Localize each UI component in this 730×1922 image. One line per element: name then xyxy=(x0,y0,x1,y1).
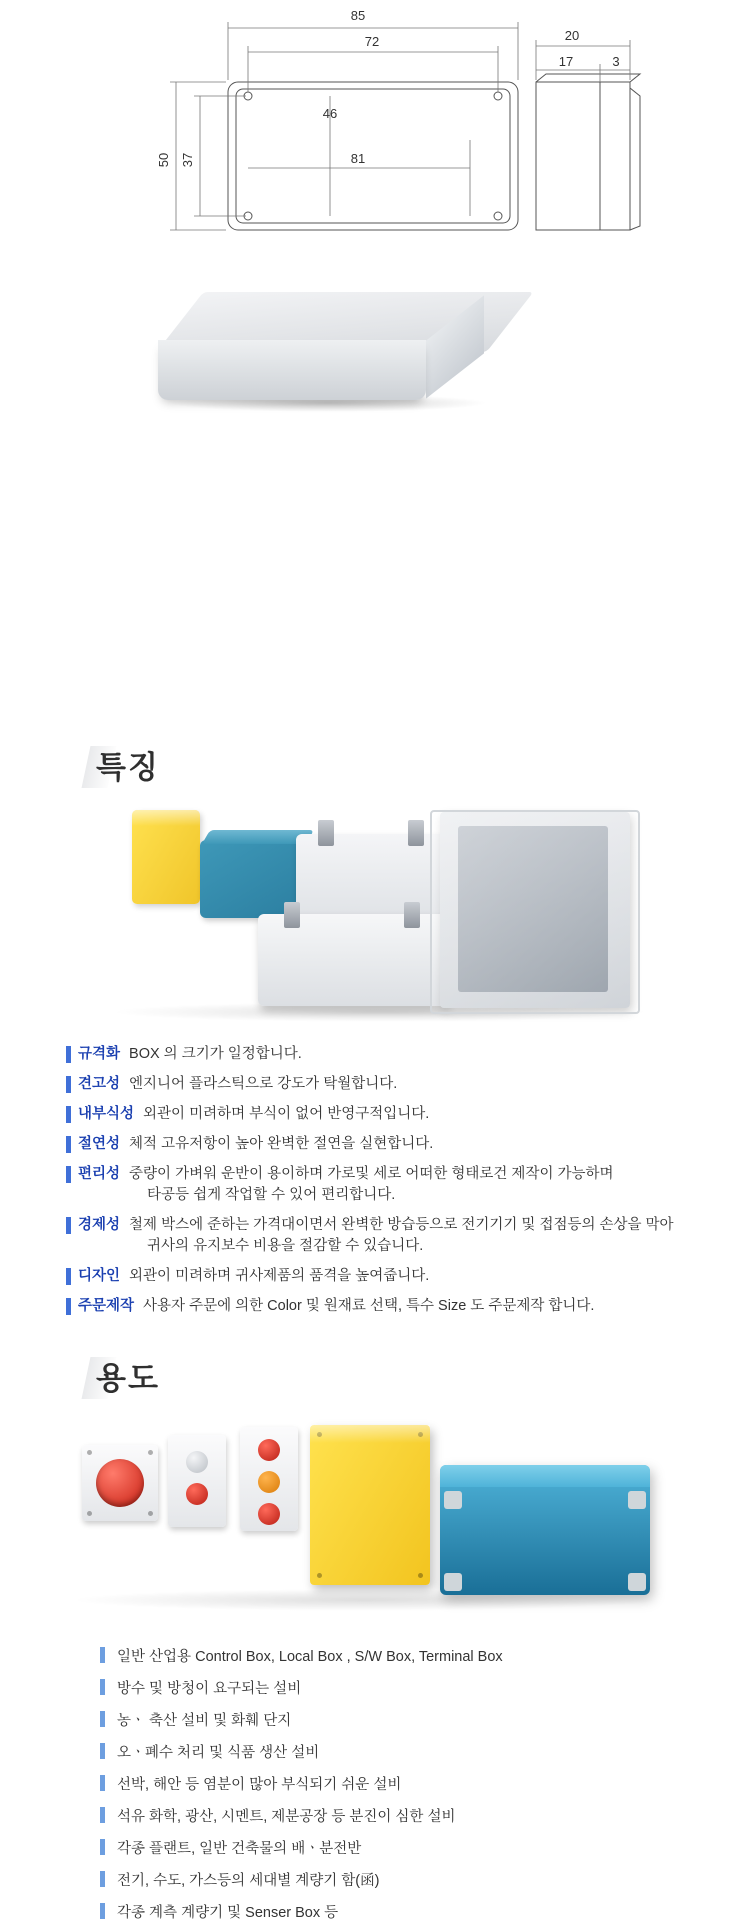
bullet-bar-icon xyxy=(66,1046,71,1063)
list-item xyxy=(66,1104,730,1125)
list-item xyxy=(66,1074,730,1095)
product-box-front xyxy=(158,340,426,400)
feature-desc-line2: 타공등 쉽게 작업할 수 있어 편리합니다. xyxy=(147,1187,396,1204)
usage-text: 오ㆍ폐수 처리 및 식품 생산 설비 xyxy=(117,1745,320,1762)
bullet-bar-icon xyxy=(100,1775,105,1791)
drawing-svg xyxy=(0,0,730,270)
gray-box-upper-photo xyxy=(296,834,446,922)
list-item xyxy=(66,1164,730,1206)
list-item xyxy=(100,1869,730,1890)
list-item xyxy=(100,1741,730,1762)
feature-term: 편리성 xyxy=(78,1166,121,1183)
feature-desc: 외관이 미려하며 귀사제품의 품격을 높여줍니다. xyxy=(129,1268,430,1285)
feature-desc-line1: 철제 박스에 준하는 가격대이면서 완벽한 방습등으로 전기기기 및 접점등의 손상을 막아 xyxy=(129,1217,674,1234)
feature-desc xyxy=(129,1164,613,1206)
product-photo xyxy=(150,282,550,457)
feature-term: 내부식성 xyxy=(78,1106,135,1123)
dim-hole-v: 46 xyxy=(322,106,338,121)
feature-term: 경제성 xyxy=(78,1217,121,1234)
usage-list xyxy=(0,1645,730,1922)
technical-drawing xyxy=(0,0,730,270)
emergency-button-icon xyxy=(96,1459,144,1507)
features-photo xyxy=(0,804,730,1034)
feature-desc: 엔지니어 플라스틱으로 강도가 탁월합니다. xyxy=(129,1076,398,1093)
amber-button-icon xyxy=(258,1471,280,1493)
usage-text: 방수 및 방청이 요구되는 설비 xyxy=(117,1681,302,1698)
feature-term: 주문제작 xyxy=(78,1298,135,1315)
bullet-bar-icon xyxy=(66,1136,71,1153)
red-button-icon xyxy=(258,1503,280,1525)
bullet-bar-icon xyxy=(66,1268,71,1285)
list-item xyxy=(100,1837,730,1858)
usage-text: 각종 계측 계량기 및 Senser Box 등 xyxy=(117,1905,339,1922)
list-item xyxy=(66,1296,730,1317)
dim-depth-body: 17 xyxy=(558,54,574,69)
red-button-icon xyxy=(258,1439,280,1461)
list-item xyxy=(100,1773,730,1794)
bullet-bar-icon xyxy=(66,1076,71,1093)
list-item xyxy=(66,1266,730,1287)
feature-term: 견고성 xyxy=(78,1076,121,1093)
bullet-bar-icon xyxy=(100,1871,105,1887)
feature-desc: BOX 의 크기가 일정합니다. xyxy=(129,1046,302,1062)
list-item xyxy=(100,1805,730,1826)
list-item xyxy=(66,1134,730,1155)
bullet-bar-icon xyxy=(100,1807,105,1823)
bullet-bar-icon xyxy=(66,1298,71,1315)
feature-term: 절연성 xyxy=(78,1136,121,1153)
dim-height-outer: 50 xyxy=(156,152,171,168)
yellow-enclosure-photo xyxy=(310,1425,430,1585)
pushbutton-box-2-photo xyxy=(168,1435,226,1527)
bullet-bar-icon xyxy=(100,1743,105,1759)
bullet-bar-icon xyxy=(100,1839,105,1855)
dim-hole-h: 81 xyxy=(350,151,366,166)
feature-desc: 외관이 미려하며 부식이 없어 반영구적입니다. xyxy=(143,1106,430,1123)
gray-box-lower-photo xyxy=(258,914,448,1006)
pushbutton-box-3-photo xyxy=(240,1427,298,1531)
feature-term: 규격화 xyxy=(78,1046,121,1062)
usage-text: 일반 산업용 Control Box, Local Box , S/W Box, Terminal Box xyxy=(117,1649,503,1666)
dim-width-outer: 85 xyxy=(350,8,366,23)
feature-desc: 체적 고유저항이 높아 완벽한 절연을 실현합니다. xyxy=(129,1136,434,1153)
list-item xyxy=(100,1645,730,1666)
feature-desc xyxy=(129,1215,674,1257)
latch-icon xyxy=(408,820,424,846)
feature-desc-line2: 귀사의 유지보수 비용을 절감할 수 있습니다. xyxy=(147,1238,424,1255)
list-item xyxy=(66,1215,730,1257)
red-button-icon xyxy=(186,1483,208,1505)
dim-width-inner: 72 xyxy=(364,34,380,49)
feature-term: 디자인 xyxy=(78,1268,121,1285)
usage-text: 석유 화학, 광산, 시멘트, 제분공장 등 분진이 심한 설비 xyxy=(117,1809,456,1826)
usage-text: 농ㆍ 축산 설비 및 화훼 단지 xyxy=(117,1713,292,1730)
bullet-bar-icon xyxy=(100,1903,105,1919)
white-button-icon xyxy=(186,1451,208,1473)
usage-text: 각종 플랜트, 일반 건축물의 배ㆍ분전반 xyxy=(117,1841,362,1858)
list-item xyxy=(100,1709,730,1730)
usage-text: 전기, 수도, 가스등의 세대별 계량기 함(函) xyxy=(117,1873,380,1890)
bullet-bar-icon xyxy=(66,1106,71,1123)
bullet-bar-icon xyxy=(100,1679,105,1695)
usage-title: 용도 xyxy=(96,1361,160,1397)
list-item xyxy=(100,1901,730,1922)
features-list xyxy=(0,1044,730,1317)
yellow-box-photo xyxy=(132,810,200,904)
bullet-bar-icon xyxy=(100,1647,105,1663)
features-title: 특징 xyxy=(96,750,160,785)
list-item xyxy=(66,1044,730,1065)
dim-depth-lip: 3 xyxy=(612,54,620,69)
blue-enclosure-photo xyxy=(440,1465,650,1595)
list-item xyxy=(100,1677,730,1698)
dim-depth-total: 20 xyxy=(564,28,580,43)
usage-photo xyxy=(0,1413,730,1633)
latch-icon xyxy=(284,902,300,928)
pushbutton-box-1-photo xyxy=(82,1445,158,1521)
bullet-bar-icon xyxy=(100,1711,105,1727)
features-heading xyxy=(0,740,730,798)
dim-height-inner: 37 xyxy=(180,152,195,168)
usage-heading xyxy=(0,1351,730,1409)
latch-icon xyxy=(404,902,420,928)
usage-text: 선박, 해안 등 염분이 많아 부식되기 쉬운 설비 xyxy=(117,1777,402,1794)
bullet-bar-icon xyxy=(66,1217,71,1234)
latch-icon xyxy=(318,820,334,846)
feature-desc-line1: 중량이 가벼워 운반이 용이하며 가로및 세로 어떠한 형태로건 제작이 가능하며 xyxy=(129,1166,614,1183)
feature-desc: 사용자 주문에 의한 Color 및 원재료 선택, 특수 Size 도 주문제작 합니다. xyxy=(143,1298,595,1315)
transparent-cover-photo xyxy=(430,810,640,1014)
bullet-bar-icon xyxy=(66,1166,71,1183)
